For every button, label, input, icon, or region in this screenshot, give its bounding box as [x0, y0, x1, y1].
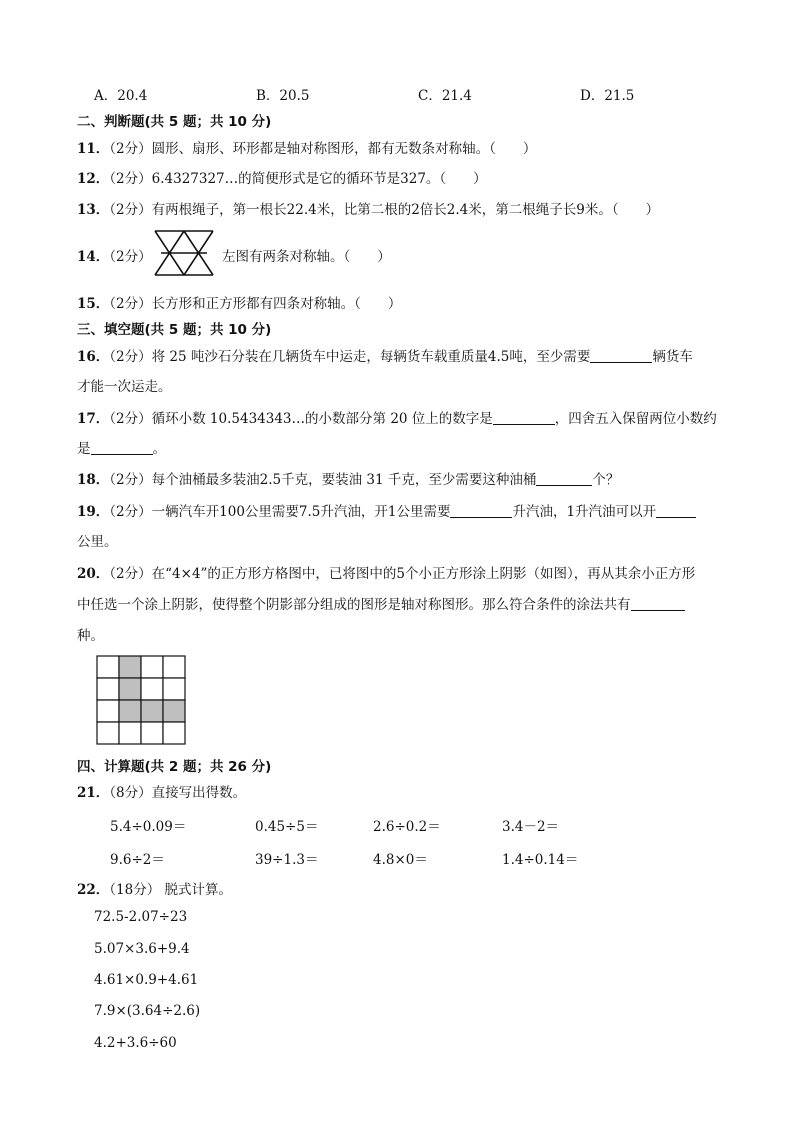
question-text: ，四舍五入保留两位小数约: [554, 411, 717, 427]
calc-item: 9.6÷2＝: [110, 852, 165, 868]
answer-blank[interactable]: [91, 440, 153, 455]
question-text: 圆形、扇形、环形都是轴对称图形，都有无数条对称轴。（ ）: [151, 141, 537, 157]
question-number: 22．: [77, 882, 110, 898]
grid-cell: [141, 656, 163, 678]
question-points: （2分）: [109, 141, 152, 157]
expression-item: 7.9×(3.64÷2.6): [94, 1003, 201, 1019]
calc-item: 3.4－2＝: [502, 819, 560, 835]
question-points: （2分）: [109, 249, 152, 265]
calc-item: 5.4÷0.09＝: [110, 819, 187, 835]
expression-item: 4.2+3.6÷60: [94, 1035, 177, 1051]
grid-cell-shaded: [119, 678, 141, 700]
question-points: （18分）: [109, 882, 161, 898]
answer-blank[interactable]: [656, 503, 696, 518]
question-points: （2分）: [109, 472, 152, 488]
question-text: 中任选一个涂上阴影，使得整个阴影部分组成的图形是轴对称图形。那么符合条件的涂法共有: [77, 597, 631, 613]
question-points: （2分）: [109, 566, 152, 582]
grid-cell: [97, 700, 119, 722]
question-text: 在“4×4”的正方形方格图中，已将图中的5个小正方形涂上阴影（如图），再从其余小正方形: [151, 566, 696, 582]
question-points: （2分）: [109, 349, 152, 365]
shaded-grid-figure: [96, 655, 188, 747]
question-number: 13．: [77, 202, 110, 218]
grid-cell: [163, 722, 185, 744]
question-text: 长方形和正方形都有四条对称轴。（ ）: [151, 296, 402, 312]
option-b: B．20.5: [256, 88, 310, 104]
answer-blank[interactable]: [536, 471, 592, 486]
question-16-cont: 才能一次运走。: [77, 379, 172, 395]
calc-item: 4.8×0＝: [373, 852, 428, 868]
question-number: 11．: [77, 141, 110, 157]
grid-cell: [97, 656, 119, 678]
question-text: 辆货车: [652, 349, 693, 365]
grid-cell: [97, 722, 119, 744]
grid-cell-shaded: [141, 700, 163, 722]
question-number: 17．: [77, 411, 110, 427]
question-points: （2分）: [109, 411, 152, 427]
question-points: （2分）: [109, 296, 152, 312]
star-triangle-figure: [153, 229, 215, 277]
question-13: [77, 198, 659, 218]
question-18: [77, 468, 619, 488]
question-number: 14．: [77, 249, 110, 265]
question-text: 有两根绳子，第一根长22.4米，比第二根的2倍长2.4米，第二根绳子长9米。（ ）: [151, 202, 660, 218]
question-points: （8分）: [109, 785, 152, 801]
question-text: 是: [77, 441, 91, 457]
grid-cell: [97, 678, 119, 700]
calc-item: 39÷1.3＝: [255, 852, 319, 868]
question-text: 将 25 吨沙石分装在几辆货车中运走，每辆货车载重质量4.5吨，至少需要: [151, 349, 591, 365]
question-number: 19．: [77, 504, 110, 520]
question-text: 每个油桶最多装油2.5千克，要装油 31 千克，至少需要这种油桶: [151, 472, 537, 488]
question-text: 一辆汽车开100公里需要7.5升汽油，开1公里需要: [151, 504, 451, 520]
question-14-text: 左图有两条对称轴。（ ）: [222, 249, 391, 265]
question-17: [77, 407, 717, 427]
grid-cell-shaded: [163, 700, 185, 722]
question-number: 16．: [77, 349, 110, 365]
question-text: 脱式计算。: [160, 882, 233, 898]
answer-blank[interactable]: [450, 503, 512, 518]
question-number: 20．: [77, 566, 110, 582]
question-number: 12．: [77, 171, 110, 187]
question-number: 15．: [77, 296, 110, 312]
calc-item: 1.4÷0.14＝: [502, 852, 579, 868]
question-11: [77, 137, 536, 157]
question-14: [77, 245, 152, 265]
question-number: 18．: [77, 472, 110, 488]
question-text: 。: [152, 441, 166, 457]
question-15: [77, 292, 401, 312]
grid-cell: [141, 722, 163, 744]
question-20-cont: 种。: [77, 628, 104, 644]
section-judgment-heading: 二、判断题(共 5 题；共 10 分): [77, 114, 272, 130]
question-16: [77, 345, 693, 365]
question-21: [77, 781, 246, 801]
grid-cell: [163, 656, 185, 678]
question-12: [77, 167, 487, 187]
answer-blank[interactable]: [493, 410, 555, 425]
question-points: （2分）: [109, 202, 152, 218]
question-number: 21．: [77, 785, 110, 801]
calc-item: 2.6÷0.2＝: [373, 819, 441, 835]
grid-cell: [119, 722, 141, 744]
question-17-cont: [77, 437, 166, 457]
calc-item: 0.45÷5＝: [255, 819, 319, 835]
grid-cell-shaded: [119, 700, 141, 722]
question-text: 升汽油，1升汽油可以开: [512, 504, 657, 520]
grid-cell: [163, 678, 185, 700]
question-text: 直接写出得数。: [151, 785, 247, 801]
option-d: D．21.5: [580, 88, 635, 104]
grid-cell-shaded: [119, 656, 141, 678]
question-points: （2分）: [109, 504, 152, 520]
question-19: [77, 500, 696, 520]
question-text: 循环小数 10.5434343…的小数部分第 20 位上的数字是: [151, 411, 493, 427]
question-20: [77, 562, 695, 582]
option-c: C．21.4: [418, 88, 472, 104]
question-20-line2: [77, 593, 685, 613]
answer-blank[interactable]: [590, 348, 652, 363]
option-a: A．20.4: [94, 88, 148, 104]
answer-blank[interactable]: [631, 596, 685, 611]
expression-item: 5.07×3.6+9.4: [94, 941, 190, 957]
grid-cell: [141, 678, 163, 700]
question-text: 个？: [592, 472, 620, 488]
question-points: （2分）: [109, 171, 152, 187]
question-22: [77, 878, 232, 898]
expression-item: 4.61×0.9+4.61: [94, 972, 199, 988]
question-text: 6.4327327…的简便形式是它的循环节是327。（ ）: [151, 171, 487, 187]
section-fill-heading: 三、填空题(共 5 题；共 10 分): [77, 322, 272, 338]
section-calc-heading: 四、计算题(共 2 题；共 26 分): [77, 759, 272, 775]
question-19-cont: 公里。: [77, 534, 118, 550]
expression-item: 72.5-2.07÷23: [94, 909, 188, 925]
